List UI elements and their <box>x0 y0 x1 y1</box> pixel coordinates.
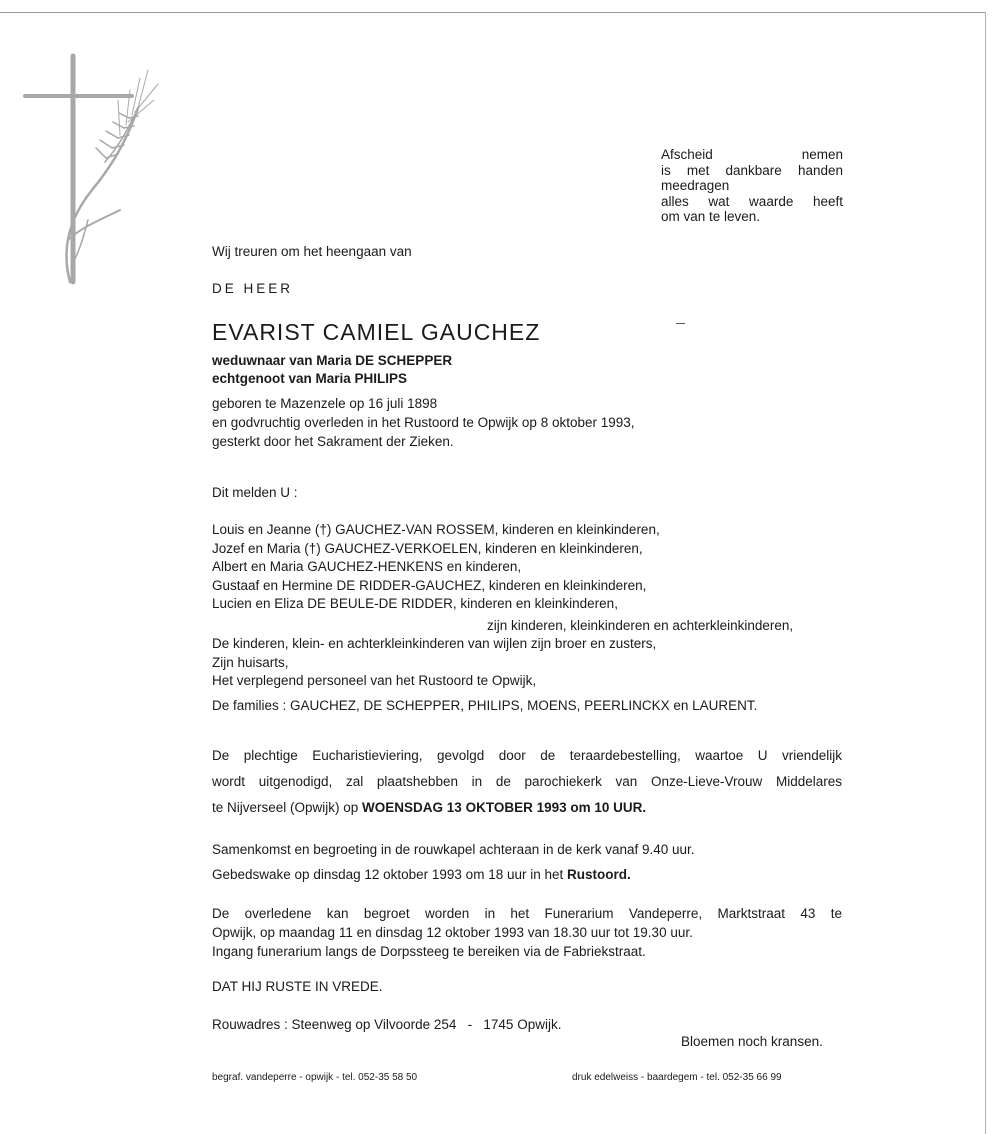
cross-with-wheat-icon <box>20 50 160 290</box>
poem-line: om van te leven. <box>661 209 761 224</box>
flowers-text: Bloemen noch kransen. <box>681 1034 823 1049</box>
relations <box>212 352 452 388</box>
families-line: De families : GAUCHEZ, DE SCHEPPER, PHILIPS, MOENS, PEERLINCKX en LAURENT. <box>212 698 758 713</box>
family-line: Jozef en Maria (†) GAUCHEZ-VERKOELEN, kinderen en kleinkinderen, <box>212 540 643 556</box>
ceremony-line: De plechtige Eucharistieviering, gevolgd door de teraardebestelling, waartoe U vriendelijk <box>212 748 842 763</box>
family-summary: zijn kinderen, kleinkinderen en achterkleinkinderen, <box>487 618 794 633</box>
title-prefix: DE HEER <box>212 281 294 296</box>
wake-location: Rustoord. <box>567 867 631 882</box>
life-detail-line: en godvruchtig overleden in het Rustoord te Opwijk op 8 oktober 1993, <box>212 415 635 430</box>
paper-edge-right <box>985 12 986 1134</box>
ceremony-paragraph <box>212 743 842 821</box>
footer-undertaker: begraf. vandeperre - opwijk - tel. 052-35 58 50 <box>212 1072 418 1083</box>
poem-line: alles wat waarde heeft <box>661 193 843 209</box>
deceased-name: EVARIST CAMIEL GAUCHEZ <box>212 319 541 345</box>
rest-text: DAT HIJ RUSTE IN VREDE. <box>212 979 383 994</box>
viewing-line: Opwijk, op maandag 11 en dinsdag 12 oktober 1993 van 18.30 uur tot 19.30 uur. <box>212 925 693 940</box>
poem-line: Afscheid nemen <box>661 147 843 162</box>
ceremony-date: WOENSDAG 13 OKTOBER 1993 om 10 UUR. <box>362 800 647 815</box>
poem-line: is met dankbare handen <box>661 162 843 178</box>
mourner-line: De kinderen, klein- en achterkleinkinderen van wijlen zijn broer en zusters, <box>212 636 657 651</box>
gathering-text: Samenkomst en begroeting in de rouwkapel achteraan in de kerk vanaf 9.40 uur. <box>212 842 695 857</box>
wake-start: Gebedswake op dinsdag 12 oktober 1993 om 18 uur in het <box>212 867 567 882</box>
viewing-line: Ingang funerarium langs de Dorpssteeg te bereiken via de Fabriekstraat. <box>212 944 646 959</box>
print-mark <box>676 323 685 324</box>
mourner-line: Zijn huisarts, <box>212 654 289 670</box>
relation-line: echtgenoot van Maria PHILIPS <box>212 371 408 386</box>
intro-text: Wij treuren om het heengaan van <box>212 244 412 259</box>
mourner-line: Het verplegend personeel van het Rustoord te Opwijk, <box>212 673 537 688</box>
ceremony-line <box>212 795 842 821</box>
announcement: Dit melden U : <box>212 485 298 500</box>
wake-text <box>212 866 631 884</box>
life-detail-line: geboren te Mazenzele op 16 juli 1898 <box>212 396 438 411</box>
family-line: Albert en Maria GAUCHEZ-HENKENS en kinderen, <box>212 559 522 574</box>
poem <box>661 147 843 225</box>
family-list <box>212 521 660 614</box>
viewing-paragraph <box>212 904 842 961</box>
family-line: Gustaaf en Hermine DE RIDDER-GAUCHEZ, kinderen en kleinkinderen, <box>212 577 647 593</box>
ceremony-line: wordt uitgenodigd, zal plaatshebben in de parochiekerk van Onze-Lieve-Vrouw Middelares <box>212 774 842 789</box>
viewing-line: De overledene kan begroet worden in het Funerarium Vandeperre, Marktstraat 43 te <box>212 906 842 921</box>
paper-edge-top <box>0 12 985 13</box>
life-detail-line: gesterkt door het Sakrament der Zieken. <box>212 434 454 449</box>
family-line: Louis en Jeanne (†) GAUCHEZ-VAN ROSSEM, kinderen en kleinkinderen, <box>212 522 660 537</box>
poem-line: meedragen <box>661 178 730 193</box>
address-text: Rouwadres : Steenweg op Vilvoorde 254 - 1745 Opwijk. <box>212 1017 562 1032</box>
life-details <box>212 394 635 451</box>
family-line: Lucien en Eliza DE BEULE-DE RIDDER, kinderen en kleinkinderen, <box>212 596 618 611</box>
footer-printer: druk edelweiss - baardegem - tel. 052-35 66 99 <box>572 1072 782 1083</box>
other-mourners <box>212 635 656 691</box>
relation-line: weduwnaar van Maria DE SCHEPPER <box>212 353 453 368</box>
ceremony-line-start: te Nijverseel (Opwijk) op <box>212 800 363 815</box>
